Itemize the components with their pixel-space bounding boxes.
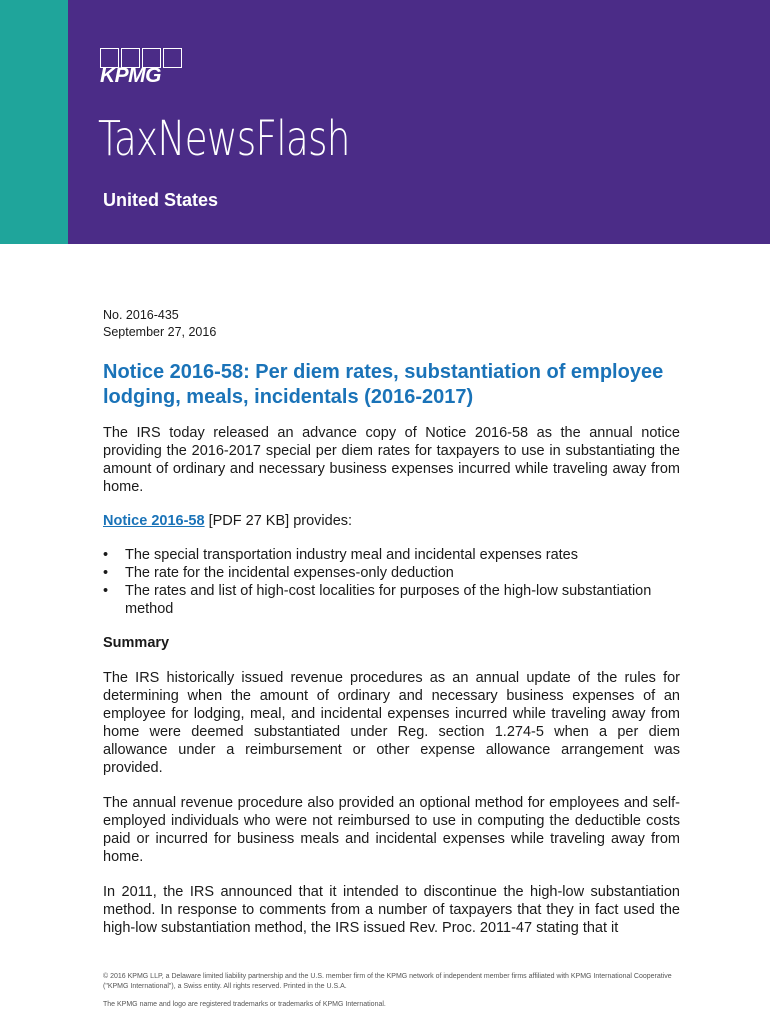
copyright-notice: © 2016 KPMG LLP, a Delaware limited liability partnership and the U.S. member firm of the KPMG network of independent member firms affiliated with KPMG International Cooperative ("KPMG International"), a Swiss entity. All rights reserved. Printed in the U.S.A. <box>103 973 672 990</box>
teal-accent-bar <box>0 0 68 244</box>
summary-heading: Summary <box>103 635 170 651</box>
article-headline: Notice 2016-58: Per diem rates, substantiation of employee lodging, meals, incidentals (2016-2017) <box>103 361 664 408</box>
country-label: United States <box>103 190 219 210</box>
provides-line <box>103 512 680 530</box>
article-content <box>103 307 680 937</box>
list-item: • The rate for the incidental expenses-only deduction <box>103 565 454 581</box>
provisions-list <box>103 546 680 618</box>
intro-paragraph: The IRS today released an advance copy of Notice 2016-58 as the annual notice providing the 2016-2017 special per diem rates for taxpayers to use in substantiating the amount of ordinary and necessary business expenses incurred while traveling away from home. <box>103 425 680 495</box>
summary-paragraph: The annual revenue procedure also provided an optional method for employees and self-employed individuals who were not reimbursed to use in computing the deductible costs paid or incurred for business meals and incidental expenses while traveling away from home. <box>103 795 680 865</box>
kpmg-logo <box>100 48 182 88</box>
summary-paragraph: In 2011, the IRS announced that it intended to discontinue the high-low substantiation method. In response to comments from a number of taxpayers that they in fact used the high-low substantiation method, the IRS issued Rev. Proc. 2011-47 stating that it <box>103 884 680 936</box>
header-banner <box>68 0 770 244</box>
issue-number: No. 2016-435 <box>103 308 179 322</box>
kpmg-logo-text: KPMG <box>100 64 161 87</box>
trademark-notice: The KPMG name and logo are registered trademarks or trademarks of KPMG International. <box>103 1001 386 1008</box>
bullet-icon: • <box>103 565 109 581</box>
bullet-icon: • <box>103 547 109 563</box>
list-item: • The rates and list of high-cost localities for purposes of the high-low substantiation method <box>103 583 652 617</box>
notice-link[interactable]: Notice 2016-58 <box>103 513 205 529</box>
page-footer <box>103 972 683 1010</box>
list-item: • The special transportation industry meal and incidental expenses rates <box>103 547 578 563</box>
summary-paragraph: The IRS historically issued revenue procedures as an annual update of the rules for determining when the amount of ordinary and necessary business expenses of an employee for lodging, meal, and incidental expenses incurred while traveling away from home were deemed substantiated under Reg. section 1.274-5 when a per diem allowance under a reimbursement or other expense allowance arrangement was provided. <box>103 670 680 776</box>
bullet-icon: • <box>103 583 109 599</box>
provides-text: [PDF 27 KB] provides: <box>204 513 353 529</box>
issue-date: September 27, 2016 <box>103 325 217 339</box>
brand-title: TaxNewsFlash <box>98 111 350 167</box>
